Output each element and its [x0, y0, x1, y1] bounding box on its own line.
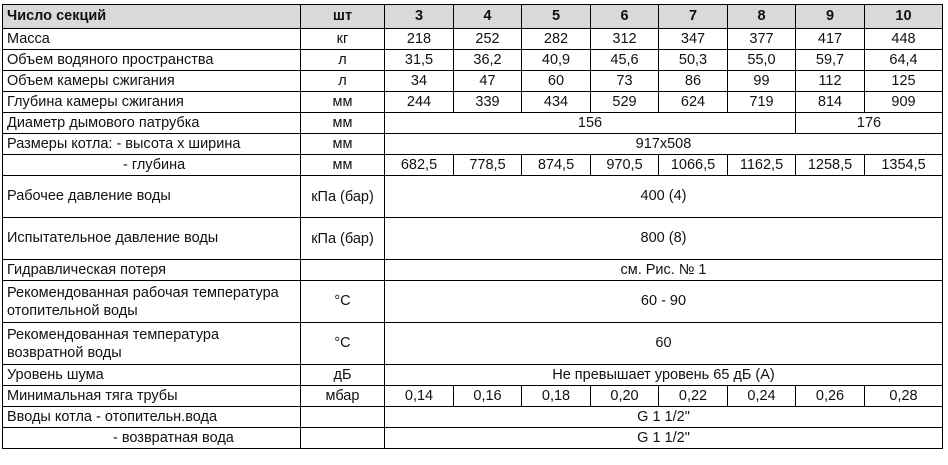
row-unit: °C — [301, 323, 385, 365]
cell-value: 434 — [522, 92, 591, 113]
cell-value: 0,20 — [591, 386, 659, 407]
table-row — [3, 407, 943, 428]
row-unit: кПа (бар) — [301, 176, 385, 218]
cell-value: 252 — [454, 29, 522, 50]
cell-value: 73 — [591, 71, 659, 92]
row-unit — [301, 428, 385, 449]
cell-value: 59,7 — [796, 50, 865, 71]
cell-value: 778,5 — [454, 155, 522, 176]
cell-value: 0,18 — [522, 386, 591, 407]
row-label: Масса — [3, 29, 301, 50]
cell-value: 0,16 — [454, 386, 522, 407]
table-row — [3, 29, 943, 50]
cell-value: 1354,5 — [865, 155, 943, 176]
table-row — [3, 365, 943, 386]
table-row — [3, 50, 943, 71]
row-label: Диаметр дымового патрубка — [3, 113, 301, 134]
header-section: 9 — [796, 5, 865, 29]
row-label: Уровень шума — [3, 365, 301, 386]
cell-value: 347 — [659, 29, 728, 50]
cell-value: 60 — [522, 71, 591, 92]
row-label: Гидравлическая потеря — [3, 260, 301, 281]
table-row — [3, 155, 943, 176]
row-unit: кПа (бар) — [301, 218, 385, 260]
table-row — [3, 260, 943, 281]
table-row — [3, 386, 943, 407]
row-label: Рекомендованная рабочая температура отопительной воды — [3, 281, 301, 323]
row-unit: мбар — [301, 386, 385, 407]
cell-value: 282 — [522, 29, 591, 50]
table-row — [3, 323, 943, 365]
cell-value: 34 — [385, 71, 454, 92]
row-label: Объем камеры сжигания — [3, 71, 301, 92]
table-row — [3, 71, 943, 92]
cell-value: 218 — [385, 29, 454, 50]
table-row — [3, 176, 943, 218]
cell-value: 970,5 — [591, 155, 659, 176]
table-row — [3, 218, 943, 260]
test-pressure-value: 800 (8) — [385, 218, 943, 260]
cell-value: 0,28 — [865, 386, 943, 407]
row-unit: л — [301, 71, 385, 92]
cell-value: 312 — [591, 29, 659, 50]
table-row — [3, 134, 943, 155]
row-unit: дБ — [301, 365, 385, 386]
cell-value: 339 — [454, 92, 522, 113]
flue-diameter-value-small: 156 — [385, 113, 796, 134]
cell-value: 529 — [591, 92, 659, 113]
row-label: Размеры котла: - высота х ширина — [3, 134, 301, 155]
header-section: 8 — [728, 5, 796, 29]
cell-value: 244 — [385, 92, 454, 113]
inlet-return-value: G 1 1/2" — [385, 428, 943, 449]
row-label: Объем водяного пространства — [3, 50, 301, 71]
cell-value: 112 — [796, 71, 865, 92]
cell-value: 64,4 — [865, 50, 943, 71]
row-label: Испытательное давление воды — [3, 218, 301, 260]
inlet-heating-value: G 1 1/2" — [385, 407, 943, 428]
cell-value: 682,5 — [385, 155, 454, 176]
cell-value: 47 — [454, 71, 522, 92]
cell-value: 0,14 — [385, 386, 454, 407]
noise-value: Не превышает уровень 65 дБ (А) — [385, 365, 943, 386]
row-unit — [301, 407, 385, 428]
cell-value: 0,26 — [796, 386, 865, 407]
cell-value: 1258,5 — [796, 155, 865, 176]
hydraulic-loss-value: см. Рис. № 1 — [385, 260, 943, 281]
header-section: 4 — [454, 5, 522, 29]
row-unit: мм — [301, 113, 385, 134]
spec-table-wrapper — [2, 4, 943, 449]
cell-value: 814 — [796, 92, 865, 113]
row-unit: л — [301, 50, 385, 71]
cell-value: 86 — [659, 71, 728, 92]
cell-value: 874,5 — [522, 155, 591, 176]
header-row — [3, 5, 943, 29]
header-unit: шт — [301, 5, 385, 29]
cell-value: 50,3 — [659, 50, 728, 71]
cell-value: 1066,5 — [659, 155, 728, 176]
row-unit: мм — [301, 134, 385, 155]
row-unit: кг — [301, 29, 385, 50]
table-row — [3, 428, 943, 449]
cell-value: 99 — [728, 71, 796, 92]
heating-temp-value: 60 - 90 — [385, 281, 943, 323]
cell-value: 31,5 — [385, 50, 454, 71]
cell-value: 36,2 — [454, 50, 522, 71]
row-label: Рабочее давление воды — [3, 176, 301, 218]
header-section: 7 — [659, 5, 728, 29]
cell-value: 624 — [659, 92, 728, 113]
header-label: Число секций — [3, 5, 301, 29]
row-unit: мм — [301, 92, 385, 113]
cell-value: 0,22 — [659, 386, 728, 407]
row-unit: °C — [301, 281, 385, 323]
row-label: Минимальная тяга трубы — [3, 386, 301, 407]
flue-diameter-value-large: 176 — [796, 113, 943, 134]
boiler-size-value: 917x508 — [385, 134, 943, 155]
cell-value: 719 — [728, 92, 796, 113]
header-section: 5 — [522, 5, 591, 29]
cell-value: 909 — [865, 92, 943, 113]
header-section: 10 — [865, 5, 943, 29]
row-label: - возвратная вода — [3, 428, 301, 449]
cell-value: 417 — [796, 29, 865, 50]
cell-value: 125 — [865, 71, 943, 92]
table-row — [3, 113, 943, 134]
table-row — [3, 281, 943, 323]
cell-value: 448 — [865, 29, 943, 50]
cell-value: 45,6 — [591, 50, 659, 71]
row-unit — [301, 260, 385, 281]
row-label: Глубина камеры сжигания — [3, 92, 301, 113]
row-label: - глубина — [3, 155, 301, 176]
cell-value: 40,9 — [522, 50, 591, 71]
table-row — [3, 92, 943, 113]
cell-value: 0,24 — [728, 386, 796, 407]
return-temp-value: 60 — [385, 323, 943, 365]
row-label: Рекомендованная температура возвратной воды — [3, 323, 301, 365]
working-pressure-value: 400 (4) — [385, 176, 943, 218]
cell-value: 1162,5 — [728, 155, 796, 176]
cell-value: 55,0 — [728, 50, 796, 71]
row-unit: мм — [301, 155, 385, 176]
cell-value: 377 — [728, 29, 796, 50]
boiler-spec-table — [2, 4, 943, 449]
header-section: 3 — [385, 5, 454, 29]
header-section: 6 — [591, 5, 659, 29]
row-label: Вводы котла - отопительн.вода — [3, 407, 301, 428]
